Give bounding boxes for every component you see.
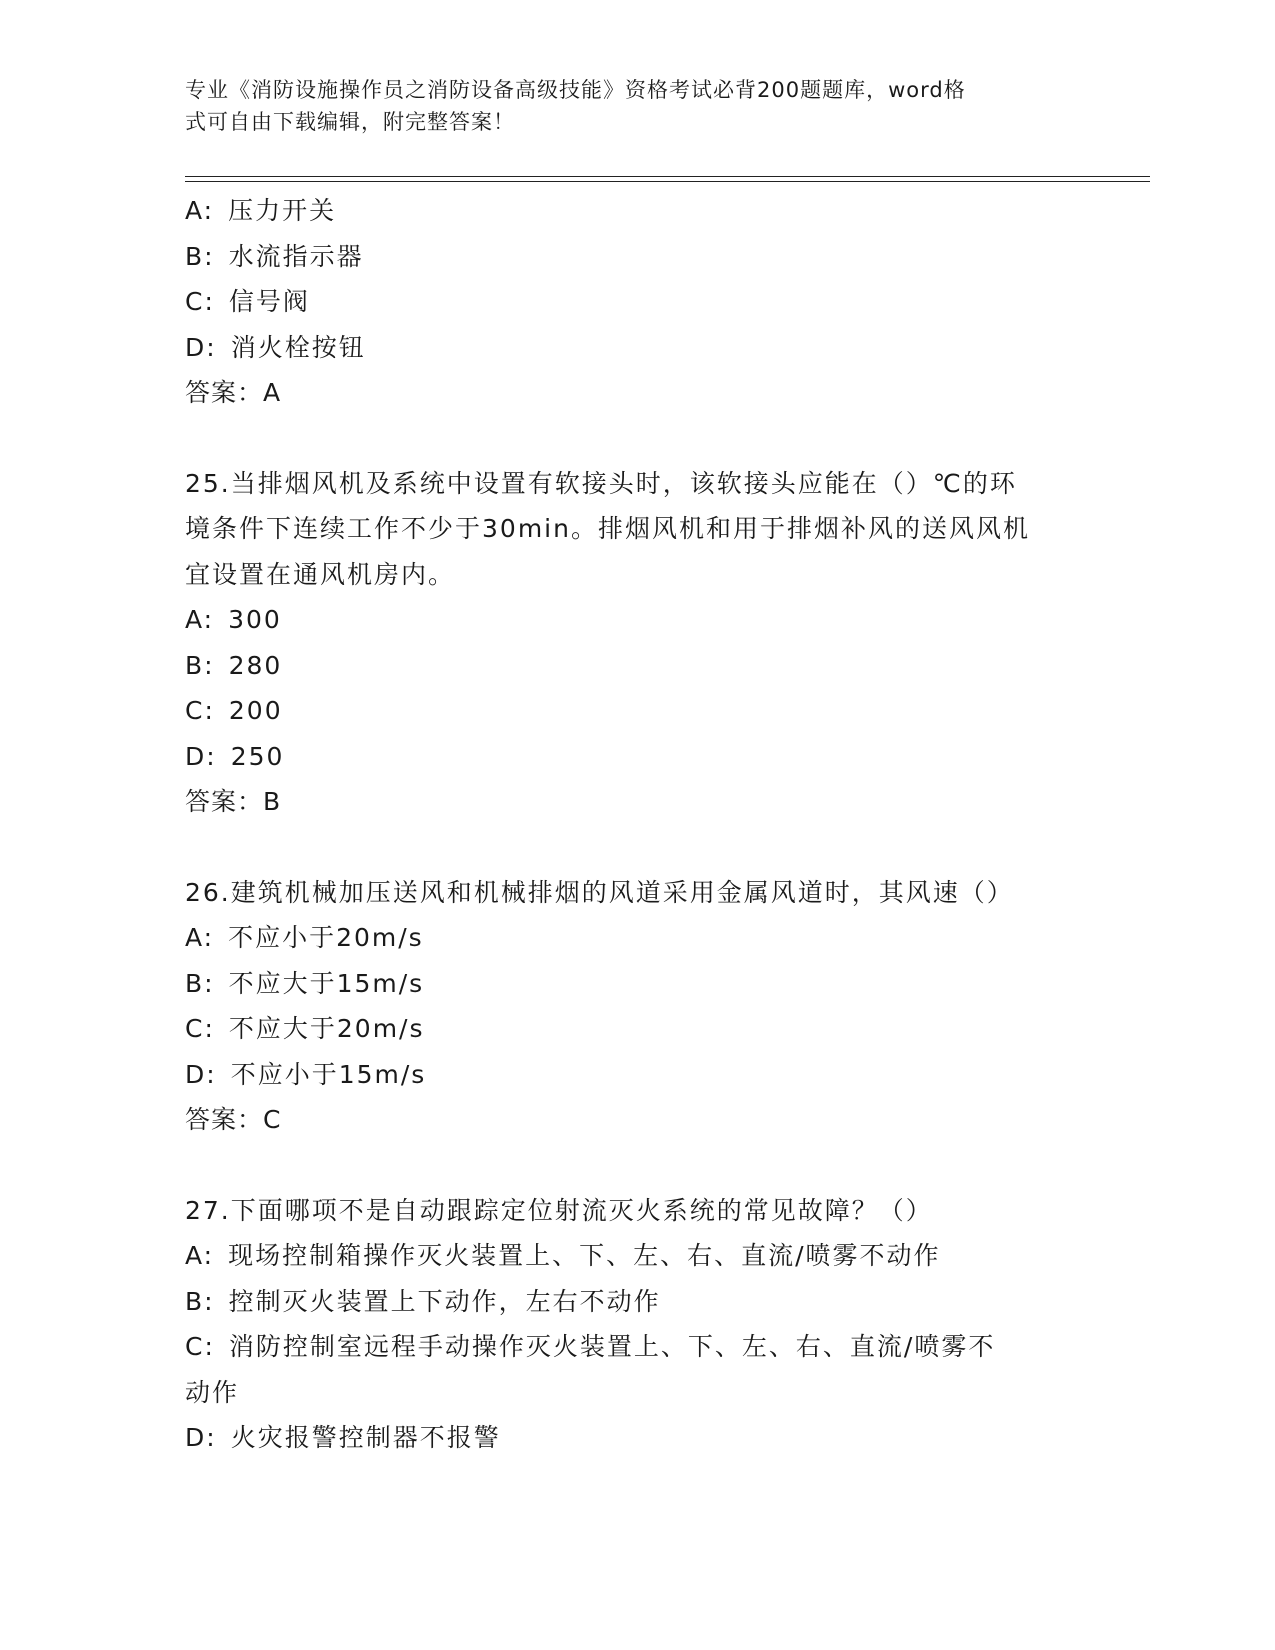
q25-stem-line-3: 宜设置在通风机房内。: [185, 559, 456, 589]
q26-stem-line-1: 26.建筑机械加压送风和机械排烟的风道采用金属风道时，其风速（）: [185, 877, 1014, 907]
q24-option-b: B: 水流指示器: [185, 241, 364, 271]
q27-option-c-continued: 动作: [185, 1377, 240, 1407]
q27-option-d: D: 火灾报警控制器不报警: [185, 1423, 501, 1452]
header-divider-top: [185, 176, 1150, 177]
spacer: [185, 825, 1085, 870]
question-26: [185, 870, 1085, 1143]
header-line-1: 专业《消防设施操作员之消防设备高级技能》资格考试必背200题题库，word格: [185, 78, 966, 102]
document-body: [185, 188, 1085, 1461]
spacer: [185, 416, 1085, 461]
q26-option-c: C: 不应大于20m/s: [185, 1014, 425, 1043]
q25-answer: 答案：B: [185, 787, 282, 816]
q24-option-c: C: 信号阀: [185, 287, 310, 316]
q26-answer: 答案：C: [185, 1105, 282, 1134]
q27-option-c: C: 消防控制室远程手动操作灭火装置上、下、左、右、直流/喷雾不: [185, 1332, 996, 1361]
q27-stem-line-1: 27.下面哪项不是自动跟踪定位射流灭火系统的常见故障？（）: [185, 1195, 933, 1225]
q26-option-a: A: 不应小于20m/s: [185, 923, 424, 952]
question-25: [185, 461, 1085, 825]
q26-option-d: D: 不应小于15m/s: [185, 1059, 427, 1089]
q25-option-d: D: 250: [185, 741, 285, 771]
spacer: [185, 1143, 1085, 1188]
q24-option-d: D: 消火栓按钮: [185, 332, 366, 362]
header-divider-bottom: [185, 181, 1150, 182]
question-24: [185, 188, 1085, 416]
header-line-2: 式可自由下载编辑，附完整答案！: [185, 110, 515, 134]
q26-option-b: B: 不应大于15m/s: [185, 968, 425, 998]
q25-option-a: A: 300: [185, 605, 282, 634]
q27-option-b: B: 控制灭火装置上下动作，左右不动作: [185, 1286, 661, 1316]
q25-stem-line-2: 境条件下连续工作不少于30min。排烟风机和用于排烟补风的送风风机: [185, 514, 1030, 543]
document-header: [185, 74, 1065, 138]
q24-answer: 答案：A: [185, 378, 282, 407]
q24-option-a: A: 压力开关: [185, 196, 337, 225]
q27-option-a: A: 现场控制箱操作灭火装置上、下、左、右、直流/喷雾不动作: [185, 1241, 941, 1270]
q25-option-b: B: 280: [185, 650, 283, 680]
question-27: [185, 1188, 1085, 1461]
q25-option-c: C: 200: [185, 696, 283, 725]
q25-stem-line-1: 25.当排烟风机及系统中设置有软接头时，该软接头应能在（）℃的环: [185, 468, 1017, 498]
